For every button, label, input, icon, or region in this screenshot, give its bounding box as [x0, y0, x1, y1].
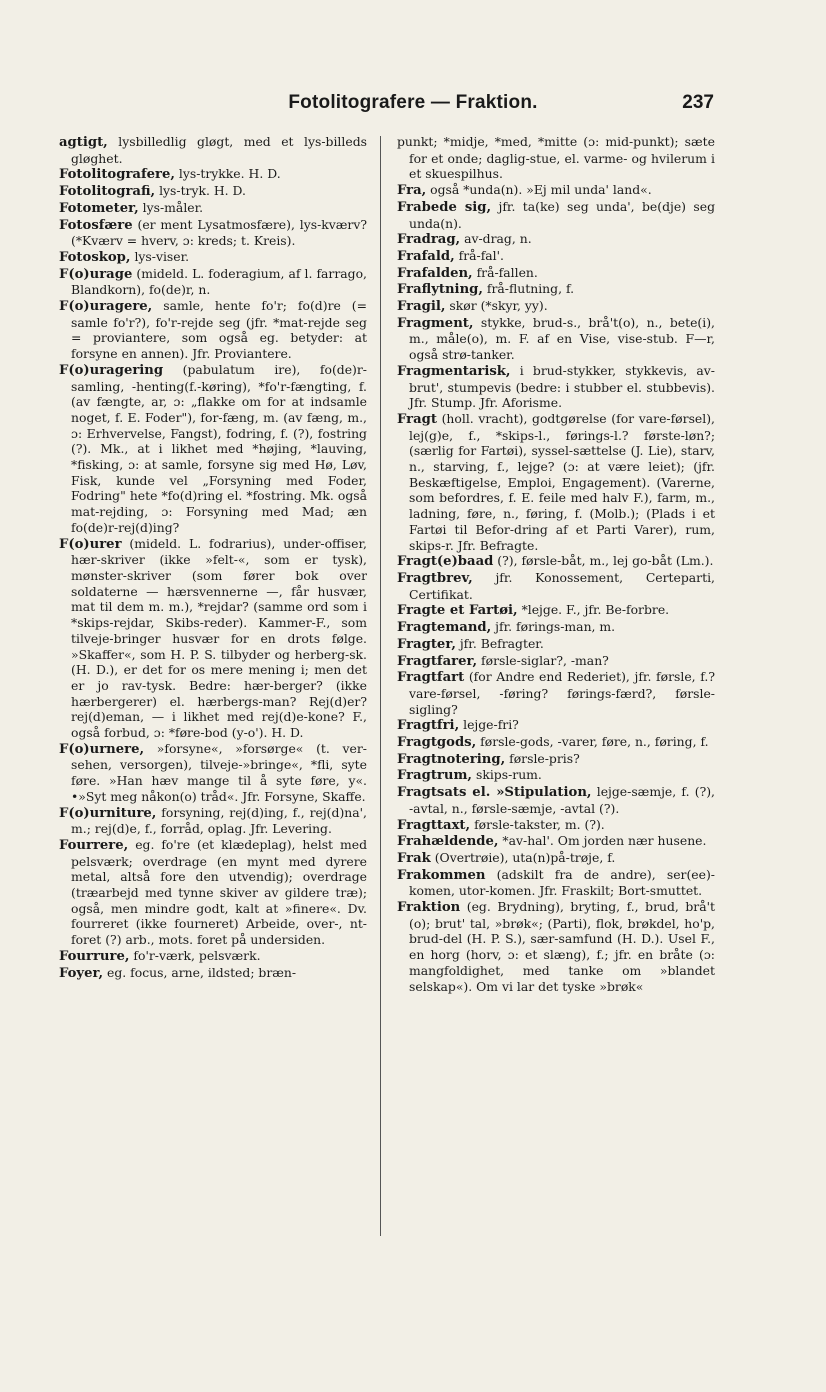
dictionary-entry	[397, 817, 715, 834]
entry-headword: Fragte et Fartøi,	[397, 603, 518, 619]
dictionary-entry	[59, 298, 367, 362]
entry-definition: (Overtrøie), uta(n)på-trøje, f.	[430, 849, 616, 865]
dictionary-entry	[397, 653, 715, 670]
entry-definition: lys-måler.	[138, 199, 204, 215]
entry-definition: samle, hente fo'r; fo(d)re (= samle fo'r?), fo'r-rejde seg (jfr. *mat-rejde seg = proviantere, som også eg. betyder: at forsyne en annen). Jfr. Proviantere.	[71, 298, 367, 362]
entry-headword: Fraktion	[397, 900, 461, 916]
entry-headword: Frakommen	[397, 867, 486, 883]
entry-definition: jfr. førings-man, m.	[491, 619, 616, 635]
dictionary-entry	[397, 833, 715, 850]
dictionary-entry	[397, 767, 715, 784]
dictionary-entry	[397, 553, 715, 570]
entry-headword: Fotolitografere,	[59, 167, 175, 183]
dictionary-entry	[397, 570, 715, 602]
entry-headword: Fragtbrev,	[397, 570, 473, 586]
entry-definition: (pabulatum ire), fo(de)r-samling, -henting(f.-køring), *fo'r-fængting, f. (av fængte, ar, ɔ: „flakke om for at indsamle noget, f. E. Foder"), for-fæng, m. (av fæng, m., ɔ: Erhvervelse, Fangst), fodring, f. (?), fostring (?). Mk., at i likhet med *højing, *lauving, *fisking, ɔ: at samle, forsyne sig med Hø, Løv, Fisk, kunde vel „Forsyning med Foder, Fodring" hete *fo(d)ring el. *fostring. Mk. også mat-rejding, ɔ: Forsyning med Mad; æn fo(de)r-rej(d)ing?	[71, 361, 367, 535]
entry-headword: Fragtsats el. »Stipulation,	[397, 785, 592, 801]
dictionary-entry	[59, 805, 367, 837]
entry-headword: F(o)urniture,	[59, 805, 157, 821]
dictionary-entry	[59, 362, 367, 536]
entry-definition: (?), førsle-båt, m., lej go-båt (Lm.).	[493, 553, 714, 569]
entry-definition: jfr. Konossement, Certeparti, Certifikat.	[409, 569, 715, 602]
entry-definition: også *unda(n). »Ej mil unda' land«.	[426, 182, 652, 198]
entry-definition: skips-rum.	[472, 767, 542, 783]
dictionary-entry	[59, 183, 367, 200]
entry-headword: F(o)urage	[59, 266, 133, 282]
entry-headword: Fragttaxt,	[397, 817, 471, 833]
right-column	[397, 134, 715, 1244]
entry-headword: Frafalden,	[397, 265, 473, 281]
entry-headword: Fragtgods,	[397, 735, 477, 751]
entry-definition: (mideld. L. fodrarius), under-offiser, hær-skriver (ikke »felt-«, som er tysk), mønster-skriver (som fører bok over soldaterne — hærsvennerne —, får husvær, mat til dem m. m.), *rejdar? (samme ord som i *skips-rejdar, Skibs-reder). Kammer-F., som tilveje-bringer husvær for en drots følge. »Skaffer«, som H. P. S. tilbyder og herberg-sk. (H. D.), er det for os mere mening i; men det er jo rav-tysk. Bedre: hær-berger? (ikke hærbergerer) el. hærbergs-man? Rej(d)er? rej(d)eman, — i likhet med rej(d)e-kone? F., også forbud, ɔ: *føre-bod (y-o'). H. D.	[71, 535, 367, 741]
entry-definition: lejge-sæmje, f. (?), -avtal, n., førsle-sæmje, -avtal (?).	[409, 784, 715, 816]
entry-definition: (holl. vracht), godtgørelse (for vare-førsel), lej(g)e, f., *skips-l., førings-l.? første-løn?; (særlig for Fartøi), syssel-sættelse (J. Lie), starv, n., starving, f., lejge? (ɔ: at være leiet); (jfr. Beskæftigelse, Emploi, Engagement). (Varerne, som befordres, f. E. feile med halv F.), farm, m., ladning, føre, n., føring, f. (Molb.); (Plads i et Fartøi til Befor-dring af et Parti Varer), rum, skips-r. Jfr. Befragte.	[409, 410, 715, 553]
dictionary-entry	[59, 166, 367, 183]
entry-headword: Fragtemand,	[397, 620, 492, 636]
entry-definition: førsle-pris?	[505, 750, 580, 766]
dictionary-entry	[397, 751, 715, 768]
entry-definition: frå-fallen.	[472, 264, 538, 280]
entry-headword: Fourrere,	[59, 837, 129, 853]
entry-definition: »forsyne«, »forsørge« (t. ver-sehen, versorgen), tilveje-»bringe«, *fli, syte føre. »Han hæv mange til å syte føre, y«. •»Syt meg nåkon(o) tråd«. Jfr. Forsyne, Skaffe.	[71, 740, 367, 804]
entry-headword: Fotoskop,	[59, 249, 131, 265]
entry-headword: Frahældende,	[397, 834, 499, 850]
dictionary-entry	[59, 134, 367, 166]
dictionary-entry	[397, 850, 715, 867]
dictionary-entry	[59, 249, 367, 266]
dictionary-entry	[397, 298, 715, 315]
entry-definition: jfr. ta(ke) seg unda', be(dje) seg unda(n).	[409, 198, 715, 231]
dictionary-entry	[397, 199, 715, 231]
dictionary-entry	[397, 717, 715, 734]
entry-definition: førsle-siglar?, -man?	[477, 652, 609, 668]
entry-definition: forsyning, rej(d)ing, f., rej(d)na', m.; rej(d)e, f., forråd, oplag. Jfr. Levering.	[71, 804, 367, 837]
page-number: 237	[682, 92, 714, 113]
dictionary-entry	[397, 867, 715, 899]
entry-headword: F(o)uragering	[59, 362, 164, 378]
column-divider	[380, 136, 381, 1236]
entry-definition: lejge-fri?	[459, 717, 519, 733]
entry-headword: Fragil,	[397, 299, 446, 315]
entry-headword: Fragtfri,	[397, 718, 460, 734]
entry-headword: Fragter,	[397, 636, 456, 652]
dictionary-entry	[59, 536, 367, 741]
dictionary-entry	[397, 784, 715, 816]
entry-definition: (for Andre end Rederiet), jfr. førsle, f.? vare-førsel, -føring? førings-færd?, førsle-sigling?	[409, 669, 715, 717]
entry-headword: Fragment,	[397, 315, 474, 331]
entry-definition: (eg. Brydning), bryting, f., brud, brå't (o); brut' tal, »brøk«; (Parti), flok, brøkdel, ho'p, brud-del (H. P. S.), sær-samfund (H. D.). Usel F., en horg (horv, ɔ: et slæng), f.; jfr. en bråte (ɔ: mangfoldighet, med tanke om »blandet selskap«). Om vi lar det tyske »brøk«	[409, 899, 715, 994]
entry-definition: lys-tryk. H. D.	[155, 183, 246, 199]
dictionary-entry	[59, 837, 367, 948]
dictionary-entry	[397, 281, 715, 298]
entry-definition: førsle-takster, m. (?).	[470, 816, 605, 832]
entry-definition: frå-flutning, f.	[482, 281, 575, 297]
dictionary-entry	[59, 948, 367, 965]
dictionary-entry	[397, 248, 715, 265]
entry-headword: Fourrure,	[59, 948, 130, 964]
entry-headword: Fotosfære	[59, 217, 133, 233]
entry-headword: Fotolitografi,	[59, 184, 156, 200]
dictionary-entry	[397, 899, 715, 994]
dictionary-entry	[397, 619, 715, 636]
entry-definition: *av-hal'. Om jorden nær husene.	[498, 833, 707, 849]
entry-headword: Fragt	[397, 411, 437, 427]
entry-definition: i brud-stykker, stykkevis, av-brut', stumpevis (bedre: i stubber el. stubbevis). Jfr. Stump. Jfr. Aforisme.	[409, 362, 715, 411]
dictionary-entry	[397, 315, 715, 363]
entry-definition: (adskilt fra de andre), ser(ee)-komen, utor-komen. Jfr. Fraskilt; Bort-smuttet.	[409, 866, 715, 899]
entry-headword: Foyer,	[59, 965, 104, 981]
entry-headword: Fragtfarer,	[397, 653, 478, 669]
entry-headword: agtigt,	[59, 135, 108, 150]
entry-headword: F(o)urer	[59, 536, 122, 552]
entry-headword: Frabede sig,	[397, 199, 492, 215]
dictionary-entry	[397, 734, 715, 751]
dictionary-entry	[397, 134, 715, 182]
entry-definition: lys-trykke. H. D.	[174, 166, 281, 182]
dictionary-entry	[397, 265, 715, 282]
entry-headword: Fragtfart	[397, 670, 465, 686]
entry-headword: Fraflytning,	[397, 282, 483, 298]
entry-headword: Frafald,	[397, 248, 455, 264]
entry-definition: førsle-gods, -varer, føre, n., føring, f.	[476, 734, 709, 750]
entry-headword: F(o)uragere,	[59, 299, 153, 315]
entry-definition: lysbilledlig gløgt, med et lys-billeds gløghet.	[71, 134, 367, 166]
entry-headword: Frak	[397, 850, 431, 866]
dictionary-entry	[397, 411, 715, 553]
entry-definition: fo'r-værk, pelsværk.	[129, 947, 261, 963]
dictionary-entry	[59, 741, 367, 805]
dictionary-entry	[397, 636, 715, 653]
page-header	[0, 92, 826, 120]
entry-headword: Fra,	[397, 183, 427, 199]
entry-definition: frå-fal'.	[454, 247, 504, 263]
entry-headword: Fradrag,	[397, 232, 461, 248]
entry-definition: *lejge. F., jfr. Be-forbre.	[517, 602, 670, 618]
dictionary-entry	[59, 200, 367, 217]
dictionary-entry	[59, 217, 367, 249]
entry-headword: Fragtnotering,	[397, 751, 506, 767]
dictionary-entry	[397, 669, 715, 717]
entry-definition: eg. focus, arne, ildsted; bræn-	[103, 964, 297, 980]
entry-definition: skør (*skyr, yy).	[445, 298, 548, 314]
entry-headword: F(o)urnere,	[59, 741, 145, 757]
entry-definition: (er ment Lysatmosfære), lys-kværv? (*Kværv = hverv, ɔ: kreds; t. Kreis).	[71, 216, 367, 249]
entry-headword: Fragmentarisk,	[397, 363, 511, 379]
entry-definition: punkt; *midje, *med, *mitte (ɔ: mid-punkt); sæte for et onde; daglig-stue, el. varme- og hvilerum i et skuespilhus.	[397, 134, 715, 182]
dictionary-entry	[59, 965, 367, 982]
entry-definition: jfr. Befragter.	[455, 635, 544, 651]
dictionary-entry	[397, 182, 715, 199]
entry-definition: av-drag, n.	[460, 231, 532, 247]
entry-headword: Fotometer,	[59, 200, 139, 216]
entry-definition: lys-viser.	[130, 248, 190, 264]
dictionary-entry	[397, 602, 715, 619]
entry-headword: Fragt(e)baad	[397, 554, 494, 570]
dictionary-entry	[59, 266, 367, 298]
left-column	[59, 134, 367, 1244]
running-title: Fotolitografere — Fraktion.	[288, 92, 538, 113]
entry-headword: Fragtrum,	[397, 768, 473, 784]
entry-definition: stykke, brud-s., brå't(o), n., bete(i), m., måle(o), m. F. af en Vise, vise-stub. F—r, også strø-tanker.	[409, 314, 715, 363]
dictionary-entry	[397, 363, 715, 411]
entry-definition: eg. fo're (et klædeplag), helst med pelsværk; overdrage (en mynt med dyrere metal, altså fore den utvendig); overdrage (træarbejd med tynne skiver av gildere træ); også, men mindre godt, kalt at »finere«. Dv. fourreret (ikke fourneret) Arbeide, over-, nt-foret (?) arb., mots. foret på undersiden.	[71, 836, 367, 948]
dictionary-entry	[397, 231, 715, 248]
entry-definition: (mideld. L. foderagium, af l. farrago, Blandkorn), fo(de)r, n.	[71, 265, 367, 298]
